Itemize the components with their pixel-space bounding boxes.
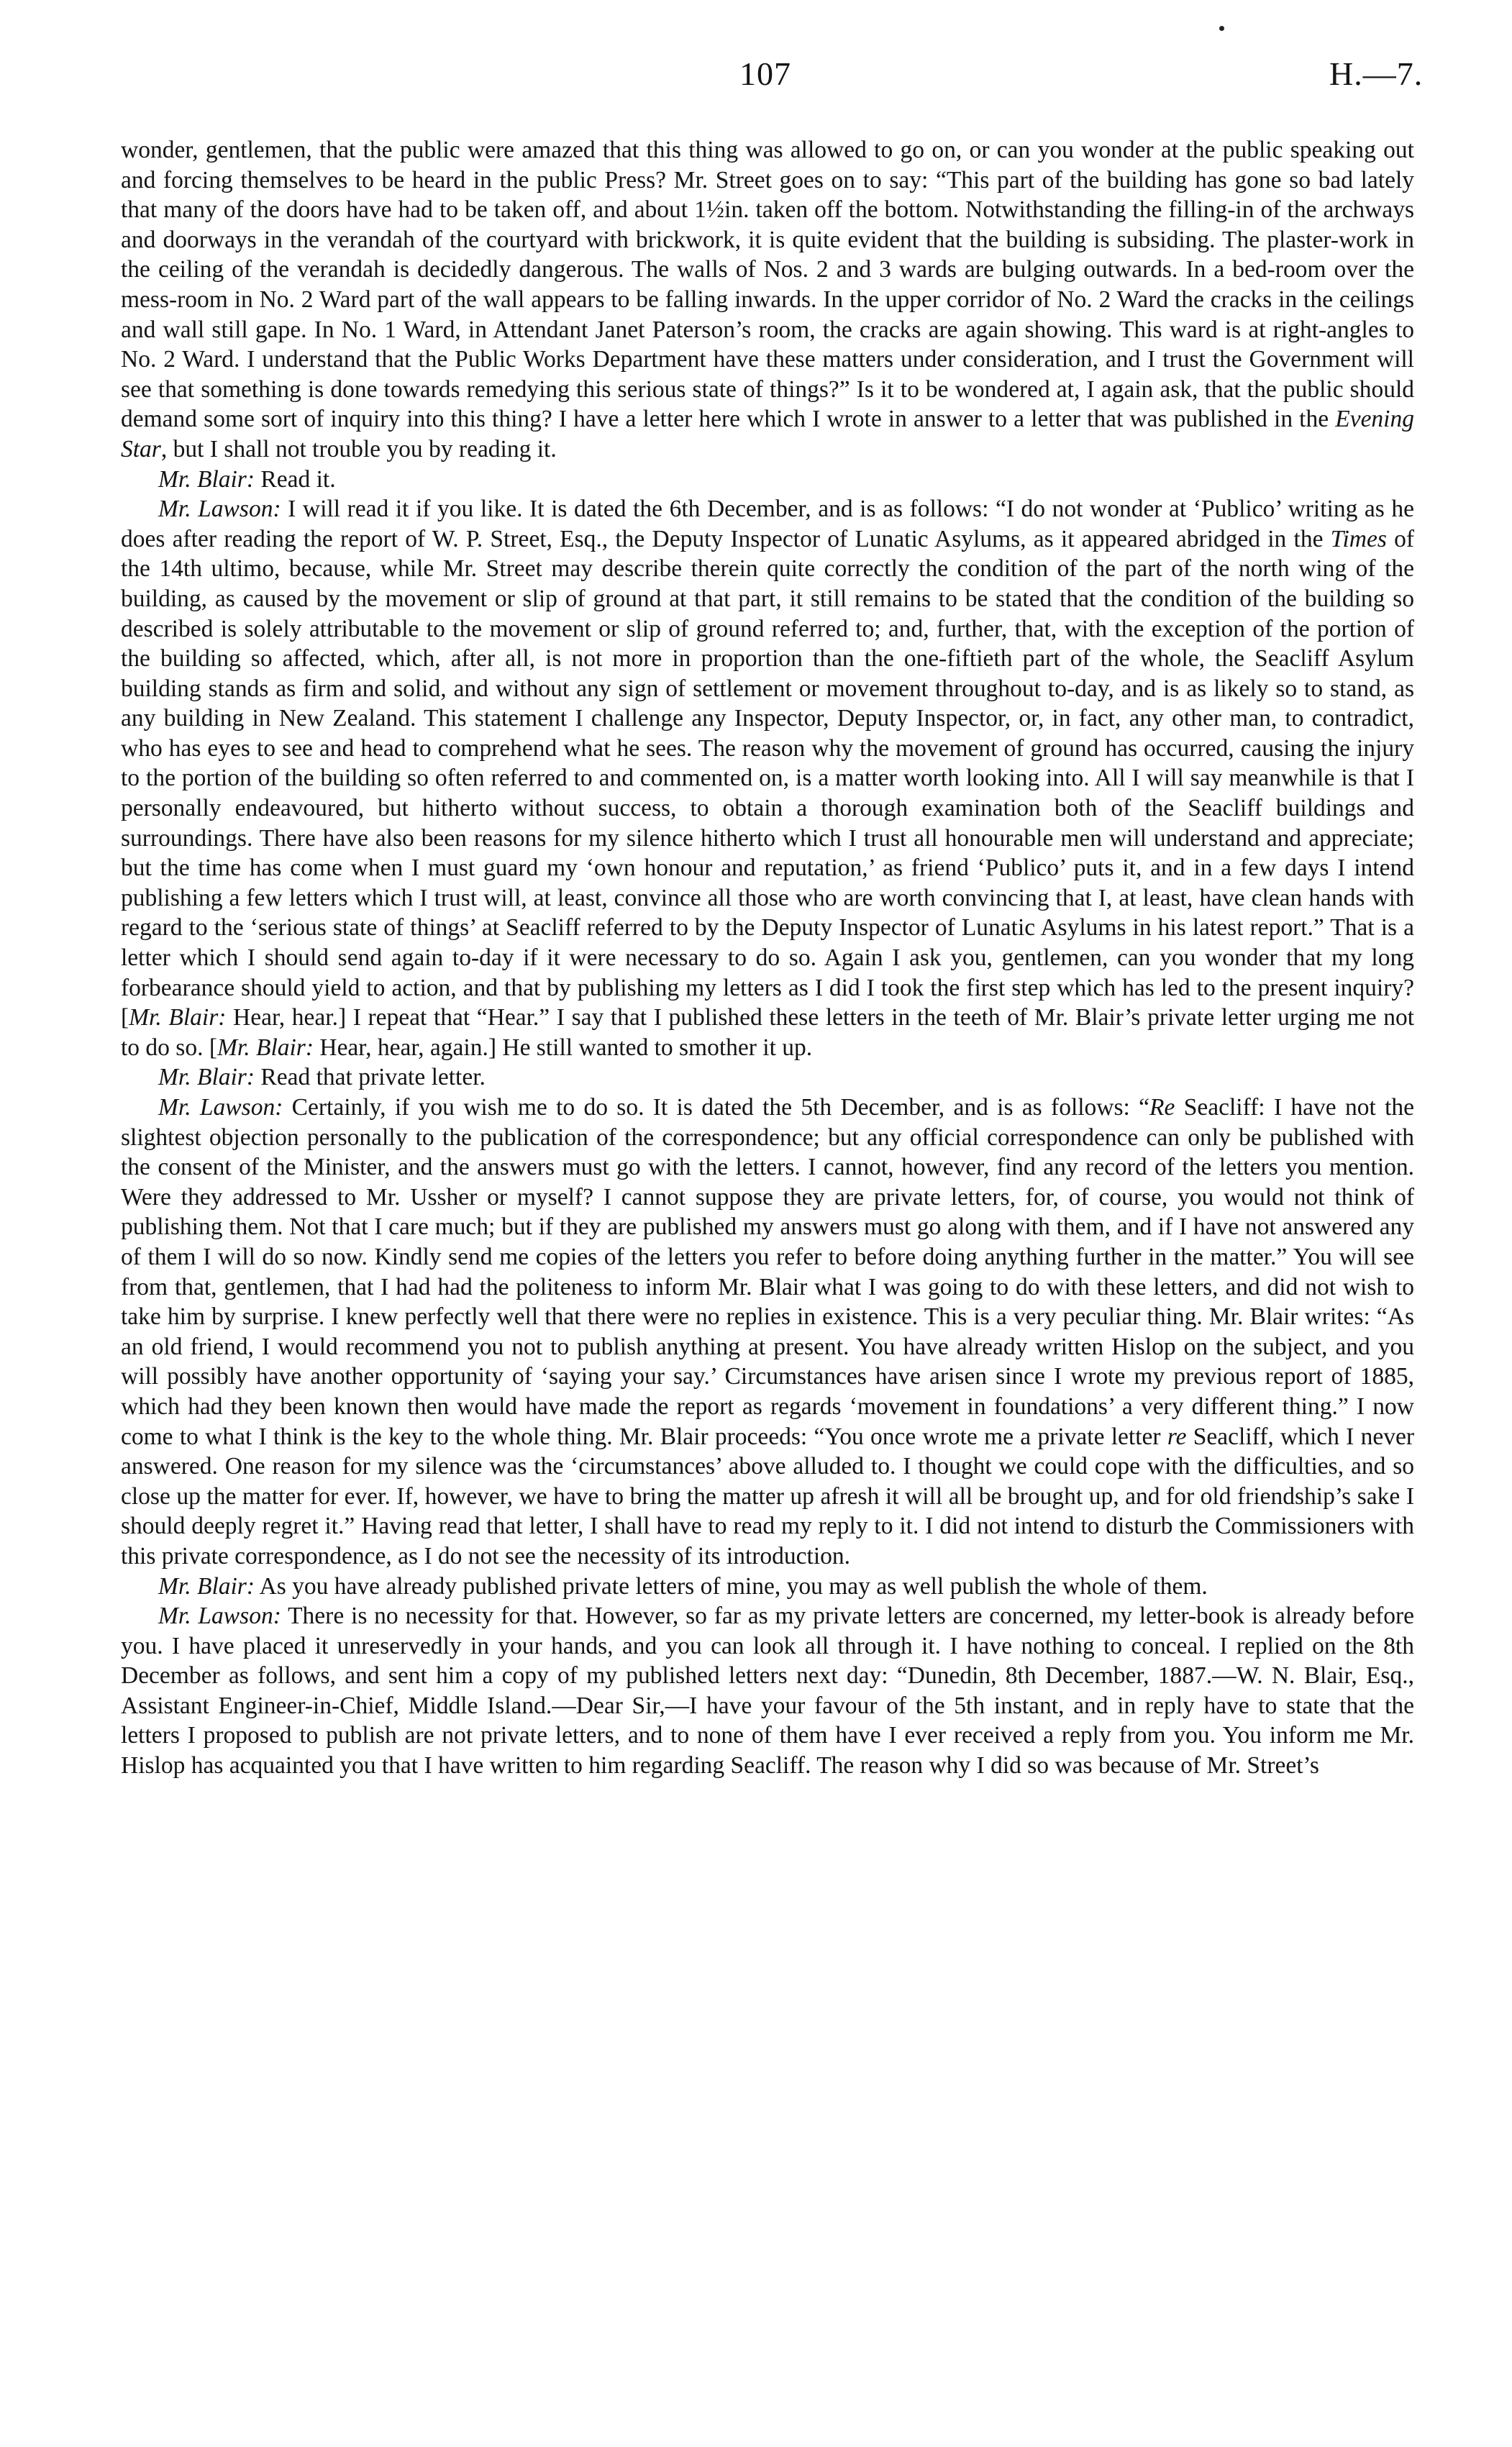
paragraph [121,494,1414,1062]
speaker-name: Mr. Blair: [158,1572,255,1600]
italic-text: Evening Star [121,406,1414,462]
speaker-name: Mr. Lawson: [158,1603,281,1630]
text-run: of the 14th ultimo, because, while Mr. Street may describe therein quite correctly the condition of the part of the north wing of the building, as caused by the movement or slip of ground at that part, it still remains to be stated that the condition of the building so described is solely attributable to the movement or slip of ground referred to; and, further, that, with the exception of the portion of the building so affected, which, after all, is not more in proportion than the one-fiftieth part of the whole, the Seacliff Asylum building stands as firm and solid, and without any sign of settlement or movement throughout to-day, and is as likely so to stand, as any building in New Zealand. This statement I challenge any Inspector, Deputy Inspector, or, in fact, any other man, to contradict, who has eyes to see and head to comprehend what he sees. The reason why the movement of ground has occurred, causing the injury to the portion of the building so often referred to and commented on, is a matter worth looking into. All I will say meanwhile is that I personally endeavoured, but hitherto without success, to obtain a thorough examination both of the Seacliff buildings and surroundings. There have also been reasons for my silence hitherto which I trust all honourable men will understand and appreciate; but the time has come when I must guard my ‘own honour and reputation,’ as friend ‘Publico’ puts it, and in a few days I intend publishing a few letters which I trust will, at least, convince all those who are worth convincing that I, at least, have clean hands with regard to the ‘serious state of things’ at Seacliff referred to by the Deputy Inspector of Lunatic Asylums in his latest report.” That is a letter which I should send again to-day if it were necessary to do so. Again I ask you, gentlemen, can you wonder that my long forbearance should yield to action, and that by publishing my letters as I did I took the first step which has led to the present inquiry? [ [121,525,1415,1031]
italic-text: Times [1330,525,1387,552]
text-run: I will read it if you like. It is dated the 6th December, and is as follows: “I do not wonder at ‘Publico’ writing as he does after reading the report of W. P. Street, Esq., the Deputy Inspector of Lunatic Asylums, as it appeared abridged in the [121,496,1414,552]
text-run: Read it. [255,465,336,493]
text-run: Certainly, if you wish me to do so. It is dated the 5th December, and is as follows: “ [283,1094,1150,1121]
text-run: Seacliff, which I never answered. One reason for my silence was the ‘circumstances’ above alluded to. I thought we could cope with the difficulties, and so close up the matter for ever. If, however, we have to bring the matter up afresh it will all be brought up, and for old friendship’s sake I should deeply regret it.” Having read that letter, I shall have to read my reply to it. I did not intend to disturb the Commissioners with this private correspondence, as I do not see the necessity of its introduction. [121,1423,1414,1569]
paragraph [121,1572,1414,1602]
text-run: There is no necessity for that. However, so far as my private letters are concerned, my letter-book is already before you. I have placed it unreservedly in your hands, and you can look all through it. I have nothing to conceal. I replied on the 8th December as follows, and sent him a copy of my published letters next day: “Dunedin, 8th December, 1887.—W. N. Blair, Esq., Assistant Engineer-in-Chief, Middle Island.—Dear Sir,—I have your favour of the 5th instant, and in reply have to state that the letters I proposed to publish are not private letters, and to none of them have I ever received a reply from you. You inform me Mr. Hislop has acquainted you that I have written to him regarding Seacliff. The reason why I did so was because of Mr. Street’s [121,1603,1414,1780]
text-run: Hear, hear.] I repeat that “Hear.” I say that I published these letters in the teeth of Mr. Blair’s private letter urging me not to do so. [ [121,1004,1415,1061]
document-reference: H.—7. [1329,55,1424,92]
paragraph [121,1062,1414,1093]
paragraph [121,1601,1414,1781]
text-run: Hear, hear, again.] He still wanted to smother it up. [314,1034,813,1061]
speaker-name: Mr. Lawson: [158,1094,283,1121]
page-number: 107 [739,55,791,92]
text-run: Read that private letter. [255,1064,486,1091]
italic-text: re [1167,1423,1187,1450]
body-text [121,135,1414,1781]
speaker-name: Mr. Blair: [158,1064,255,1091]
text-run: Seacliff: I have not the slightest objection personally to the publication of the correspondence; but any official correspondence can only be published with the consent of the Minister, and the answers must go with the letters. I cannot, however, find any record of the letters you mention. Were they addressed to Mr. Ussher or myself? I cannot suppose they are private letters, for, of course, you would not think of publishing them. Not that I care much; but if they are published my answers must go along with them, and if I have not answered any of them I will do so now. Kindly send me copies of the letters you refer to before doing anything further in the matter.” You will see from that, gentlemen, that I had had the politeness to inform Mr. Blair what I was going to do with these letters, and did not wish to take him by surprise. I knew perfectly well that there were no replies in existence. This is a very peculiar thing. Mr. Blair writes: “As an old friend, I would recommend you not to publish anything at present. You have already written Hislop on the subject, and you will possibly have another opportunity of ‘saying your say.’ Circumstances have arisen since I wrote my previous report of 1885, which had they been known then would have made the report as regards ‘movement in foundations’ a very different thing.” I now come to what I think is the key to the whole thing. Mr. Blair proceeds: “You once wrote me a private letter [121,1094,1414,1450]
paragraph [121,465,1414,495]
speaker-name: Mr. Blair: [129,1004,227,1031]
text-run: As you have already published private letters of mine, you may as well publish the whole of them. [255,1572,1208,1600]
page-header [0,50,1512,108]
italic-text: Re [1149,1094,1175,1121]
speaker-name: Mr. Lawson: [158,496,281,523]
text-run: wonder, gentlemen, that the public were amazed that this thing was allowed to go on, or can you wonder at the public speaking out and forcing themselves to be heard in the public Press? Mr. Street goes on to say: “This part of the building has gone so bad lately that many of the doors have had to be taken off, and about 1½in. taken off the bottom. Notwithstanding the filling-in of the archways and doorways in the verandah of the courtyard with brickwork, it is quite evident that the building is subsiding. The plaster-work in the ceiling of the verandah is decidedly dangerous. The walls of Nos. 2 and 3 wards are bulging outwards. In a bed-room over the mess-room in No. 2 Ward part of the wall appears to be falling inwards. In the upper corridor of No. 2 Ward the cracks in the ceilings and wall still gape. In No. 1 Ward, in Attendant Janet Paterson’s room, the cracks are again showing. This ward is at right-angles to No. 2 Ward. I understand that the Public Works Department have these matters under consideration, and I trust the Government will see that something is done towards remedying this serious state of things?” Is it to be wondered at, I again ask, that the public should demand some sort of inquiry into this thing? I have a letter here which I wrote in answer to a letter that was published in the [121,137,1414,433]
paragraph [121,135,1414,465]
paragraph [121,1093,1414,1572]
text-run: , but I shall not trouble you by reading it. [160,435,557,462]
printer-mark [1219,26,1224,31]
speaker-name: Mr. Blair: [217,1034,314,1061]
speaker-name: Mr. Blair: [158,465,255,493]
